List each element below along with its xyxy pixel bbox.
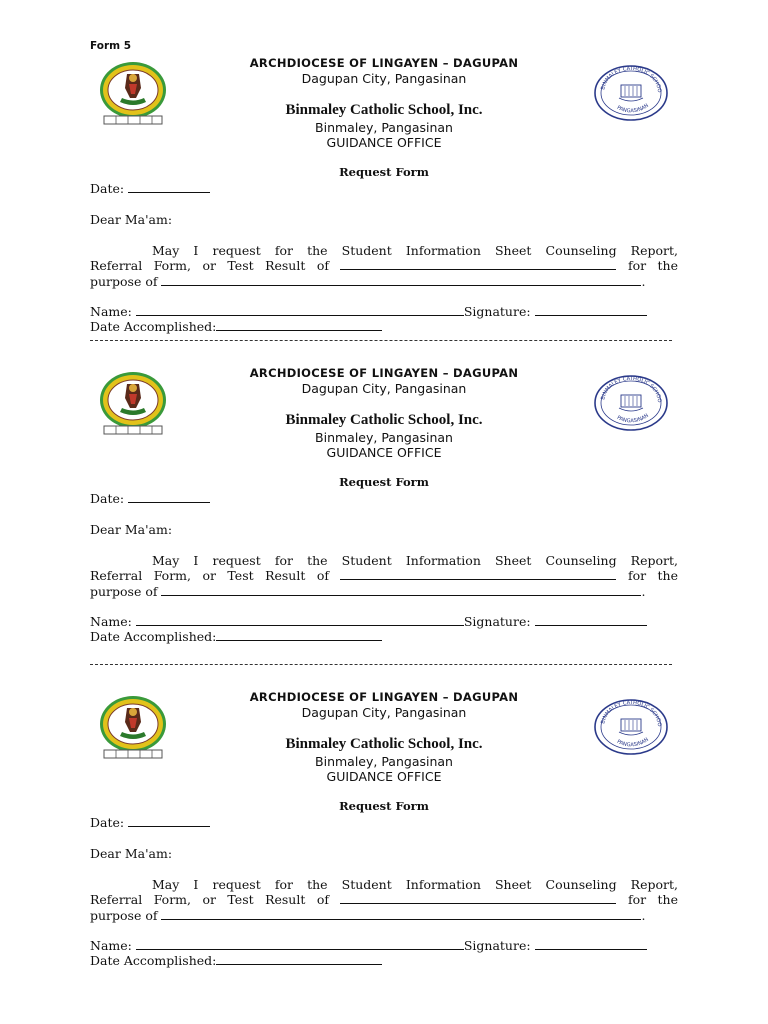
name-label: Name: — [90, 304, 132, 319]
name-field[interactable] — [136, 938, 464, 950]
school-name: Binmaley Catholic School, Inc. — [285, 102, 483, 118]
office-name: GUIDANCE OFFICE — [326, 445, 442, 460]
seal-bottom-text: PANGASINAN — [615, 412, 650, 425]
name-label: Name: — [90, 614, 132, 629]
form-title: Request Form — [339, 475, 429, 489]
for-the-text: for the — [627, 258, 678, 273]
request-body-line-3 — [90, 908, 645, 923]
referral-text: Referral Form, or Test Result of — [90, 892, 329, 907]
for-the-text: for the — [627, 568, 678, 583]
request-body-line-1: May I request for the Student Information Sheet Counseling Report, — [152, 243, 678, 258]
date-label: Date: — [90, 815, 125, 830]
date-accomplished-field[interactable] — [216, 953, 382, 965]
form-number-label: Form 5 — [90, 40, 132, 52]
signature-field[interactable] — [535, 304, 647, 316]
request-form-section-2 — [0, 356, 768, 666]
diocese-heading: ARCHDIOCESE OF LINGAYEN – DAGUPAN — [249, 366, 519, 380]
salutation: Dear Ma'am: — [90, 846, 173, 861]
requested-document-field[interactable] — [340, 892, 616, 904]
diocese-city: Dagupan City, Pangasinan — [301, 381, 467, 396]
purpose-label: purpose of — [90, 908, 158, 923]
cut-line-separator — [90, 340, 672, 341]
school-name: Binmaley Catholic School, Inc. — [285, 412, 483, 428]
purpose-label: purpose of — [90, 584, 158, 599]
for-the-text: for the — [627, 892, 678, 907]
name-signature-line — [90, 304, 647, 319]
date-accomplished-field[interactable] — [216, 629, 382, 641]
school-location: Binmaley, Pangasinan — [315, 120, 453, 135]
diocese-heading: ARCHDIOCESE OF LINGAYEN – DAGUPAN — [249, 690, 519, 704]
purpose-label: purpose of — [90, 274, 158, 289]
date-label: Date: — [90, 181, 125, 196]
date-label: Date: — [90, 491, 125, 506]
diocese-city: Dagupan City, Pangasinan — [301, 71, 467, 86]
seal-arc-text: BINMALEY CATHOLIC SCHOO — [600, 65, 663, 93]
purpose-field[interactable] — [161, 274, 641, 286]
date-accomplished-label: Date Accomplished: — [90, 319, 217, 334]
date-field[interactable] — [128, 815, 210, 827]
form-title: Request Form — [339, 799, 429, 813]
date-accomplished-line — [90, 629, 382, 644]
salutation: Dear Ma'am: — [90, 212, 173, 227]
date-line — [90, 181, 210, 196]
referral-text: Referral Form, or Test Result of — [90, 568, 329, 583]
date-line — [90, 815, 210, 830]
purpose-period: . — [641, 584, 646, 599]
date-field[interactable] — [128, 491, 210, 503]
name-signature-line — [90, 614, 647, 629]
salutation: Dear Ma'am: — [90, 522, 173, 537]
name-field[interactable] — [136, 614, 464, 626]
request-body-line-2 — [90, 892, 678, 907]
signature-label: Signature: — [463, 304, 531, 319]
date-accomplished-field[interactable] — [216, 319, 382, 331]
office-name: GUIDANCE OFFICE — [326, 769, 442, 784]
date-field[interactable] — [128, 181, 210, 193]
date-accomplished-label: Date Accomplished: — [90, 629, 217, 644]
office-name: GUIDANCE OFFICE — [326, 135, 442, 150]
purpose-period: . — [641, 908, 646, 923]
school-name: Binmaley Catholic School, Inc. — [285, 736, 483, 752]
request-body-line-2 — [90, 258, 678, 273]
request-body-line-3 — [90, 584, 645, 599]
date-line — [90, 491, 210, 506]
request-body-line-1: May I request for the Student Information Sheet Counseling Report, — [152, 877, 678, 892]
seal-arc-text: BINMALEY CATHOLIC SCHOO — [600, 375, 663, 403]
date-accomplished-label: Date Accomplished: — [90, 953, 217, 968]
cut-line-separator — [90, 664, 672, 665]
purpose-field[interactable] — [161, 584, 641, 596]
name-label: Name: — [90, 938, 132, 953]
request-body-line-2 — [90, 568, 678, 583]
request-form-section-1 — [0, 46, 768, 356]
signature-label: Signature: — [463, 614, 531, 629]
signature-label: Signature: — [463, 938, 531, 953]
requested-document-field[interactable] — [340, 568, 616, 580]
school-location: Binmaley, Pangasinan — [315, 754, 453, 769]
name-field[interactable] — [136, 304, 464, 316]
request-form-section-3 — [0, 680, 768, 990]
seal-bottom-text: PANGASINAN — [615, 102, 650, 115]
seal-bottom-text: PANGASINAN — [615, 736, 650, 749]
diocese-heading: ARCHDIOCESE OF LINGAYEN – DAGUPAN — [249, 56, 519, 70]
signature-field[interactable] — [535, 938, 647, 950]
date-accomplished-line — [90, 319, 382, 334]
seal-arc-text: BINMALEY CATHOLIC SCHOO — [600, 699, 663, 727]
date-accomplished-line — [90, 953, 382, 968]
request-body-line-1: May I request for the Student Information Sheet Counseling Report, — [152, 553, 678, 568]
referral-text: Referral Form, or Test Result of — [90, 258, 329, 273]
request-body-line-3 — [90, 274, 645, 289]
purpose-period: . — [641, 274, 646, 289]
school-location: Binmaley, Pangasinan — [315, 430, 453, 445]
name-signature-line — [90, 938, 647, 953]
purpose-field[interactable] — [161, 908, 641, 920]
requested-document-field[interactable] — [340, 258, 616, 270]
diocese-city: Dagupan City, Pangasinan — [301, 705, 467, 720]
form-title: Request Form — [339, 165, 429, 179]
signature-field[interactable] — [535, 614, 647, 626]
